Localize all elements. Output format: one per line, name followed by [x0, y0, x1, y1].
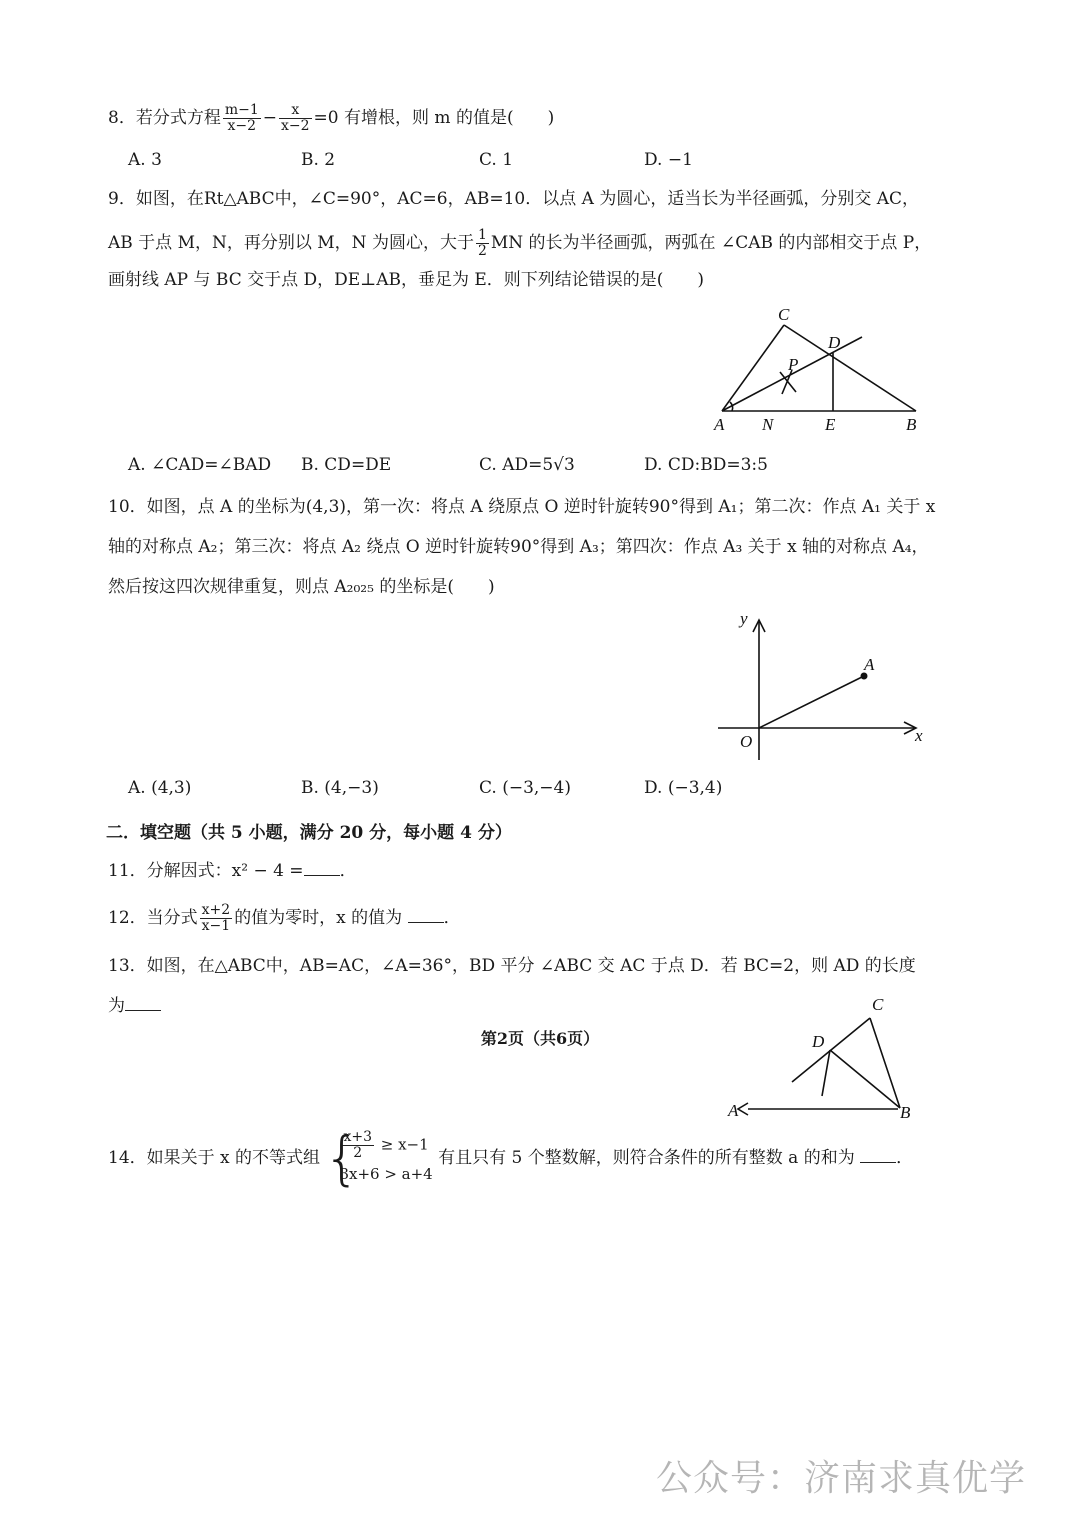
question-11: 11．分解因式：x² − 4 = ．	[108, 861, 357, 881]
label-o: O	[740, 732, 753, 751]
label-c: C	[778, 305, 790, 324]
q14-fraction: { $\frac{x+3}{2}$	[343, 1129, 372, 1161]
segment-ac	[722, 325, 784, 411]
label-x: x	[915, 726, 923, 745]
q9-line-3: 画射线 AP 与 BC 交于点 D，DE⊥AB，垂足为 E．则下列结论错误的是( )	[108, 270, 705, 290]
q14-answer-blank[interactable]	[860, 1148, 896, 1163]
q12-answer-blank[interactable]	[408, 908, 444, 923]
label-b: B	[906, 415, 917, 434]
label-n: N	[762, 415, 774, 434]
q8-option-d[interactable]: D. −1	[644, 150, 693, 170]
q12-fraction: $\frac{x+2}{x-1}$	[201, 902, 231, 934]
question-12: 12．当分式 $\frac{x+2}{x-1}$ 的值为零时，x 的值为 ．	[108, 902, 461, 934]
q9-option-d[interactable]: D. CD:BD=3:5	[644, 455, 768, 475]
label-a: A	[714, 415, 725, 434]
question-14: 14．如果关于 x 的不等式组 { $\frac{x+3}{2}$ ≥ x−1 3x+6 > a+4 有且只有 5 个整数解，则符合条件的所有整数 a 的和为 ．	[108, 1120, 913, 1196]
q10-line-3: 然后按这四次规律重复，则点 A₂₀₂₅ 的坐标是( )	[108, 577, 495, 597]
label-e: E	[825, 415, 836, 434]
label-c-13: C	[872, 995, 884, 1014]
ray-ap	[722, 337, 862, 411]
q9-half-fraction: $\frac{1}{2}$	[477, 227, 487, 259]
q8-fraction-2: $\frac{x}{x-2}$	[281, 102, 310, 134]
q10-option-d[interactable]: D. (−3,4)	[644, 778, 723, 798]
q13-line-1: 13．如图，在△ABC中，AB=AC，∠A=36°，BD 平分 ∠ABC 交 AC 于点 D．若 BC=2，则 AD 的长度	[108, 956, 916, 976]
label-d-13: D	[812, 1032, 825, 1051]
segment-oa	[759, 676, 864, 728]
label-d: D	[828, 333, 841, 352]
section-2-title: 二．填空题（共 5 小题，满分 20 分，每小题 4 分）	[106, 823, 512, 843]
label-a-13: A	[728, 1101, 739, 1120]
q14-inequality-system: { $\frac{x+3}{2}$ ≥ x−1 3x+6 > a+4	[325, 1130, 432, 1187]
watermark: 公众号：济南求真优学	[655, 1458, 1026, 1499]
page-number: 第2页（共6页）	[480, 1029, 600, 1048]
arrow-a-13	[738, 1103, 748, 1115]
q10-coordinate-figure	[710, 610, 940, 770]
label-b-13: B	[900, 1103, 911, 1122]
q9-line-2: AB 于点 M，N，再分别以 M，N 为圆心，大于 $\frac{1}{2}$ MN 的长为半径画弧，两弧在 ∠CAB 的内部相交于点 P，	[108, 227, 932, 259]
q8-option-c[interactable]: C. 1	[479, 150, 514, 170]
q9-option-c[interactable]: C. AD=5√3	[479, 455, 575, 475]
q10-option-c[interactable]: C. (−3,−4)	[479, 778, 571, 798]
question-8: 8．若分式方程 $\frac{m-1}{x-2}$ − $\frac{x}{x-2}$ =0 有增根，则 m 的值是( )	[108, 102, 555, 134]
q13-answer-blank[interactable]	[125, 996, 161, 1011]
q11-answer-blank[interactable]	[304, 861, 340, 876]
q8-options	[128, 150, 844, 170]
q10-line-1: 10．如图，点 A 的坐标为(4,3)，第一次：将点 A 绕原点 O 逆时针旋转90°得到 A₁；第二次：作点 A₁ 关于 x	[108, 497, 936, 517]
q10-options	[128, 778, 844, 798]
label-p: P	[788, 355, 799, 374]
q10-option-b[interactable]: B. (4,−3)	[301, 778, 379, 798]
q10-option-a[interactable]: A. (4,3)	[128, 778, 192, 798]
q10-line-2: 轴的对称点 A₂；第三次：将点 A₂ 绕点 O 逆时针旋转90°得到 A₃；第四次：作点 A₃ 关于 x 轴的对称点 A₄，	[108, 537, 929, 557]
q13-triangle-figure	[720, 990, 940, 1125]
q9-options	[128, 455, 844, 475]
q9-option-b[interactable]: B. CD=DE	[301, 455, 392, 475]
q9-triangle-figure	[700, 300, 940, 440]
q8-option-a[interactable]: A. 3	[128, 150, 162, 170]
q8-option-b[interactable]: B. 2	[301, 150, 336, 170]
q9-option-a[interactable]: A. ∠CAD=∠BAD	[128, 455, 272, 475]
q8-text: 8．若分式方程	[108, 108, 221, 128]
q8-fraction-1: $\frac{m-1}{x-2}$	[224, 102, 259, 134]
q9-line-1: 9．如图，在Rt△ABC中，∠C=90°，AC=6，AB=10．以点 A 为圆心，适当长为半径画弧，分别交 AC，	[108, 189, 920, 209]
label-a-point: A	[864, 655, 875, 674]
q13-line-2: 为	[108, 996, 161, 1016]
label-y: y	[740, 609, 748, 628]
